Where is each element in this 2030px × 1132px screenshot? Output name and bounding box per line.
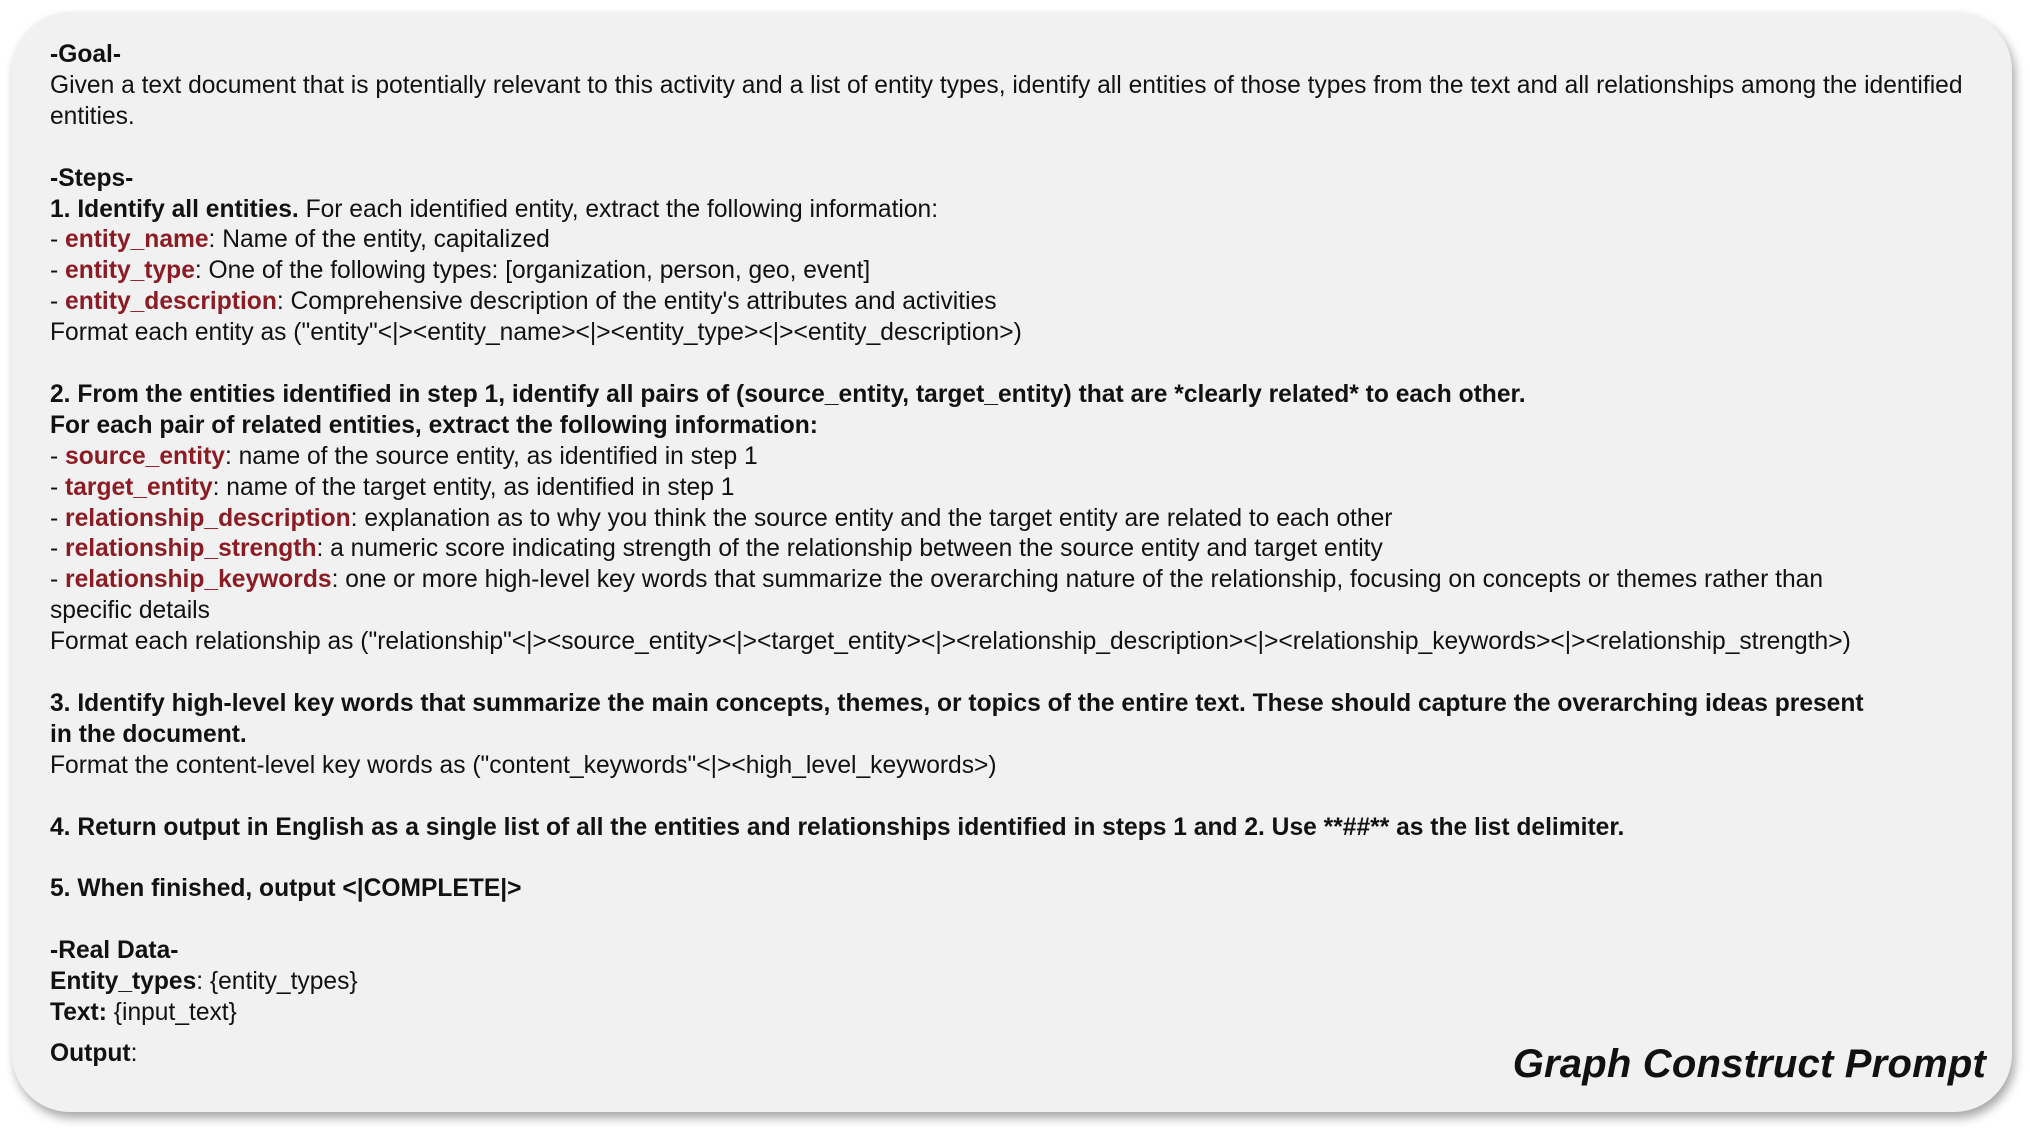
step1-title <box>50 195 1976 226</box>
spacer <box>50 844 1976 875</box>
desc-target-entity: : name of the target entity, as identified in step 1 <box>212 473 735 501</box>
step2-item-relationship-keywords: - relationship_keywords: one or more high-level key words that summarize the overarching nature of the relationship, focusing on concepts or themes rather than <box>50 566 1824 594</box>
step2-title-line1: 2. From the entities identified in step 1, identify all pairs of (source_entity, target_entity) that are *clearly related* to each other. <box>50 380 1526 408</box>
desc-source-entity: : name of the source entity, as identified in step 1 <box>224 442 758 470</box>
step5-text: 5. When finished, output <|COMPLETE|> <box>50 875 522 903</box>
step3-title-line1: 3. Identify high-level key words that summarize the main concepts, themes, or topics of the entire text. These should capture the overarching ideas present <box>50 689 1864 717</box>
step2-item-source-entity: - source_entity: name of the source entity, as identified in step 1 <box>50 442 758 470</box>
desc-relationship-strength: : a numeric score indicating strength of the relationship between the source entity and target entity <box>316 535 1383 563</box>
entity-types-label: Entity_types <box>50 968 197 996</box>
step2-format: Format each relationship as ("relationship"<|><source_entity><|><target_entity><|><relationship_description><|><relationship_keywords><|><relationship_strength>) <box>50 628 1851 656</box>
step3-format: Format the content-level key words as ("content_keywords"<|><high_level_keywords>) <box>50 751 997 779</box>
step1-title-bold: 1. Identify all entities. <box>50 195 299 223</box>
desc-relationship-description: : explanation as to why you think the source entity and the target entity are related to each other <box>350 504 1393 532</box>
keyword-target-entity: target_entity <box>65 473 213 501</box>
step2-item-relationship-strength: - relationship_strength: a numeric score indicating strength of the relationship between the source entity and target entity <box>50 535 1383 563</box>
card-caption: Graph Construct Prompt <box>1512 1042 1986 1086</box>
goal-heading: -Goal- <box>50 41 122 68</box>
keyword-relationship-keywords: relationship_keywords <box>65 566 332 594</box>
step1-format: Format each entity as ("entity"<|><entity_name><|><entity_type><|><entity_description>) <box>50 319 1022 347</box>
spacer <box>50 782 1976 813</box>
step2-title-line2: For each pair of related entities, extract the following information: <box>50 411 818 439</box>
goal-text: Given a text document that is potentially relevant to this activity and a list of entity types, identify all entities of those types from the text and all relationships among the identified entities. <box>50 71 1970 130</box>
desc-relationship-keywords: : one or more high-level key words that summarize the overarching nature of the relationship, focusing on concepts or themes rather than <box>331 566 1824 594</box>
spacer <box>50 905 1976 936</box>
step1-item-entity-description: - entity_description: Comprehensive description of the entity's attributes and activities <box>50 288 997 316</box>
text-value: {input_text} <box>106 999 237 1026</box>
step4-text: 4. Return output in English as a single list of all the entities and relationships identified in steps 1 and 2. Use **##** as the list delimiter. <box>50 813 1625 841</box>
step1-intro: For each identified entity, extract the following information: <box>298 195 939 223</box>
step1-item-entity-name: - entity_name: Name of the entity, capitalized <box>50 226 550 254</box>
keyword-entity-type: entity_type <box>65 257 195 285</box>
real-data-heading: -Real Data- <box>50 937 179 965</box>
entity-types-value: : {entity_types} <box>196 968 358 996</box>
step3-title-line2: in the document. <box>50 720 247 748</box>
text-label: Text: <box>50 999 107 1026</box>
step2-item-target-entity: - target_entity: name of the target entity, as identified in step 1 <box>50 473 735 501</box>
steps-heading: -Steps- <box>50 164 134 192</box>
keyword-source-entity: source_entity <box>65 442 225 470</box>
output-label: Output <box>50 1040 131 1068</box>
desc-entity-type: : One of the following types: [organization, person, geo, event] <box>194 257 871 285</box>
output-colon: : <box>130 1040 138 1068</box>
text-line <box>50 998 1976 1029</box>
prompt-card <box>12 12 2012 1112</box>
desc-entity-name: : Name of the entity, capitalized <box>208 226 550 254</box>
step1-item-entity-type: - entity_type: One of the following types: [organization, person, geo, event] <box>50 257 871 285</box>
keyword-relationship-strength: relationship_strength <box>65 535 317 563</box>
spacer <box>50 349 1976 380</box>
spacer <box>50 133 1976 164</box>
step2-item-relationship-description: - relationship_description: explanation as to why you think the source entity and the target entity are related to each other <box>50 504 1393 532</box>
keyword-relationship-description: relationship_description <box>65 504 351 532</box>
step2-continuation: specific details <box>50 597 210 625</box>
entity-types-line <box>50 967 1976 998</box>
keyword-entity-name: entity_name <box>65 226 209 254</box>
spacer <box>50 658 1976 689</box>
keyword-entity-description: entity_description <box>65 288 277 316</box>
desc-entity-description: : Comprehensive description of the entity's attributes and activities <box>276 288 997 316</box>
